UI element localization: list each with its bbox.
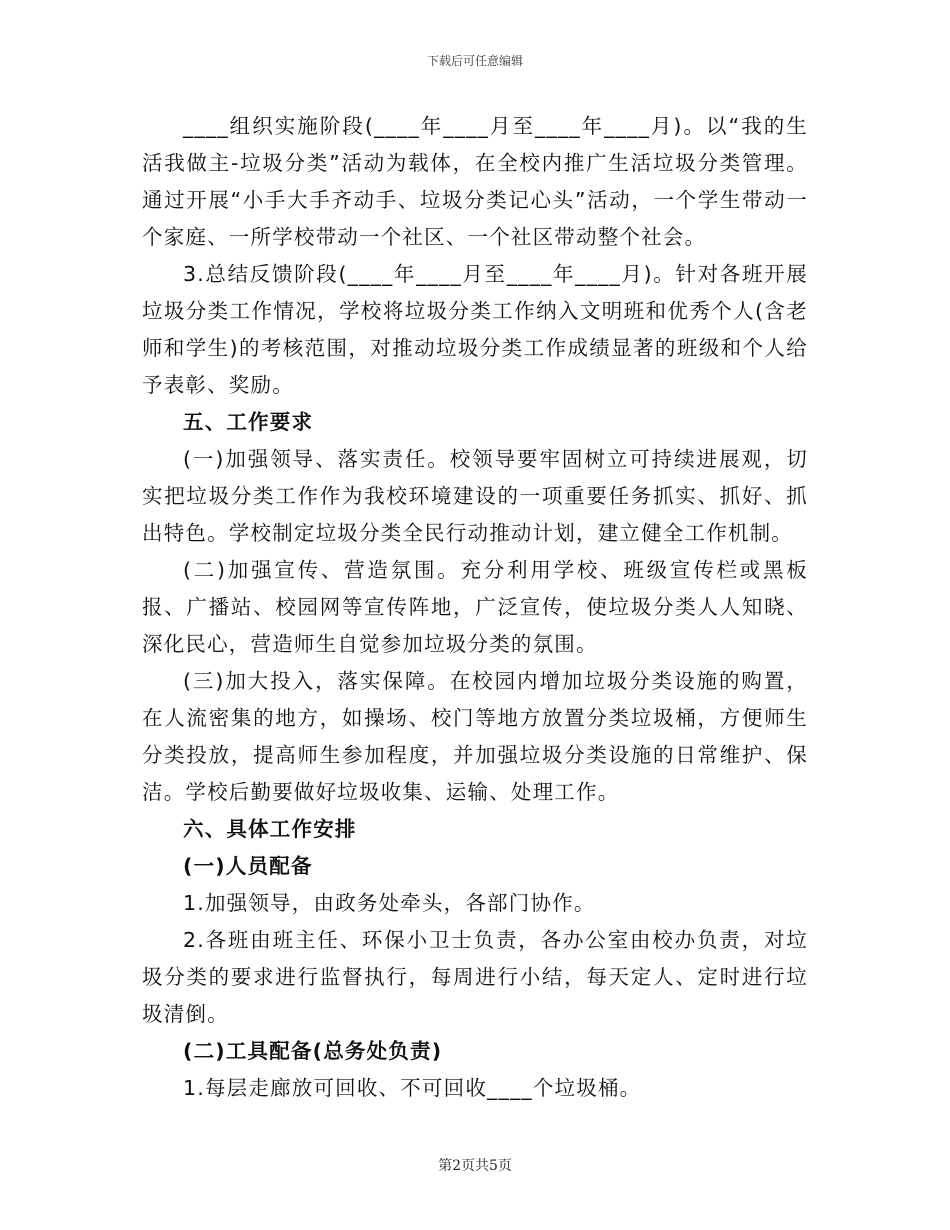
list-item-staffing-2: 2.各班由班主任、环保小卫士负责，各办公室由校办负责，对垃圾分类的要求进行监督执行，每周进行小结，每天定人、定时进行垃圾清倒。	[142, 928, 808, 1026]
section-heading-work-requirements: 五、工作要求	[183, 410, 314, 434]
paragraph-strengthen-publicity: (二)加强宣传、营造氛围。充分利用学校、班级宣传栏或黑板报、广播站、校园网等宣传阵地，广泛宣传，使垃圾分类人人知晓、深化民心，营造师生自觉参加垃圾分类的氛围。	[142, 558, 808, 656]
subheading-staffing: (一)人员配备	[183, 854, 313, 878]
subheading-tools: (二)工具配备(总务处负责)	[183, 1039, 443, 1063]
paragraph-strengthen-leadership: (一)加强领导、落实责任。校领导要牢固树立可持续进展观，切实把垃圾分类工作作为我校环境建设的一项重要任务抓实、抓好、抓出特色。学校制定垃圾分类全民行动推动计划，建立健全工作机制。	[142, 447, 808, 545]
section-heading-work-arrangement: 六、具体工作安排	[183, 817, 357, 841]
paragraph-implementation-stage: ____组织实施阶段(____年____月至____年____月)。以“我的生活我做主-垃圾分类”活动为载体，在全校内推广生活垃圾分类管理。通过开展“小手大手齐动手、垃圾分类记心头”活动，一个学生带动一个家庭、一所学校带动一个社区、一个社区带动整个社会。	[142, 114, 808, 249]
paragraph-summary-feedback-stage: 3.总结反馈阶段(____年____月至____年____月)。针对各班开展垃圾分类工作情况，学校将垃圾分类工作纳入文明班和优秀个人(含老师和学生)的考核范围，对推动垃圾分类工作成绩显著的班级和个人给予表彰、奖励。	[142, 262, 808, 397]
list-item-tools-1: 1.每层走廊放可回收、不可回收____个垃圾桶。	[183, 1076, 642, 1100]
list-item-staffing-1: 1.加强领导，由政务处牵头，各部门协作。	[183, 891, 596, 915]
page-footer: 第2页共5页	[438, 1158, 512, 1174]
page-header: 下载后可任意编辑	[426, 54, 523, 68]
document-body	[142, 108, 808, 1107]
paragraph-increase-investment: (三)加大投入，落实保障。在校园内增加垃圾分类设施的购置，在人流密集的地方，如操场、校门等地方放置分类垃圾桶，方便师生分类投放，提高师生参加程度，并加强垃圾分类设施的日常维护、保洁。学校后勤要做好垃圾收集、运输、处理工作。	[142, 669, 808, 804]
